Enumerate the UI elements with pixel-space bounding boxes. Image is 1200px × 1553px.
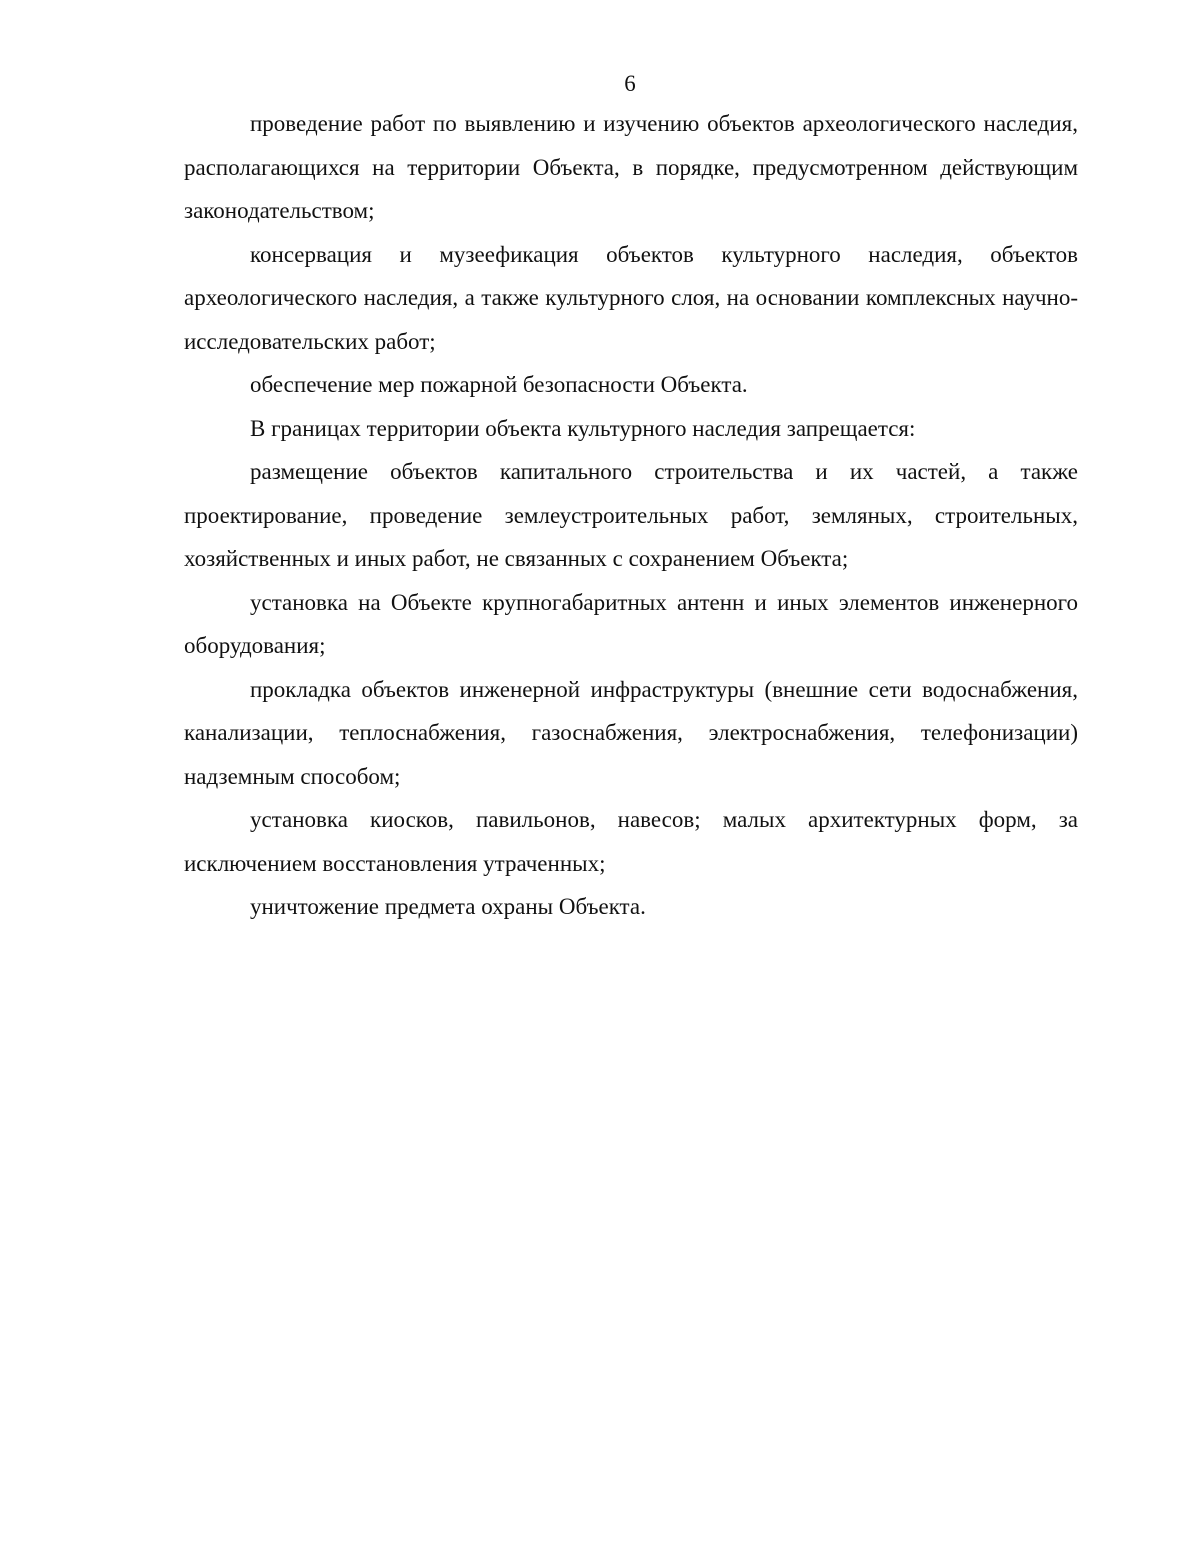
paragraph-capital-construction: размещение объектов капитального строительства и их частей, а также проектирование, проведение землеустроительных работ, земляных, строительных, хозяйственных и иных работ, не связанных с сохранением Объекта;: [184, 459, 1078, 571]
paragraph-prohibitions-heading: В границах территории объекта культурного наследия запрещается:: [250, 415, 916, 441]
document-body: [184, 102, 1078, 929]
paragraph-infrastructure: прокладка объектов инженерной инфраструктуры (внешние сети водоснабжения, канализации, теплоснабжения, газоснабжения, электроснабжения, телефонизации) надземным способом;: [184, 676, 1078, 789]
paragraph-conservation: консервация и музеефикация объектов культурного наследия, объектов археологического наследия, а также культурного слоя, на основании комплексных научно-исследовательских работ;: [184, 241, 1078, 354]
paragraph-antennas: установка на Объекте крупногабаритных антенн и иных элементов инженерного оборудования;: [184, 589, 1078, 658]
paragraph-kiosks: установка киосков, павильонов, навесов; малых архитектурных форм, за исключением восстановления утраченных;: [184, 807, 1078, 876]
page-number: 6: [624, 71, 636, 96]
paragraph-fire-safety: обеспечение мер пожарной безопасности Объекта.: [250, 372, 748, 397]
paragraph-archaeological-research: проведение работ по выявлению и изучению объектов археологического наследия, располагающихся на территории Объекта, в порядке, предусмотренном действующим законодательством;: [184, 111, 1078, 223]
paragraph-destruction: уничтожение предмета охраны Объекта.: [250, 894, 646, 919]
